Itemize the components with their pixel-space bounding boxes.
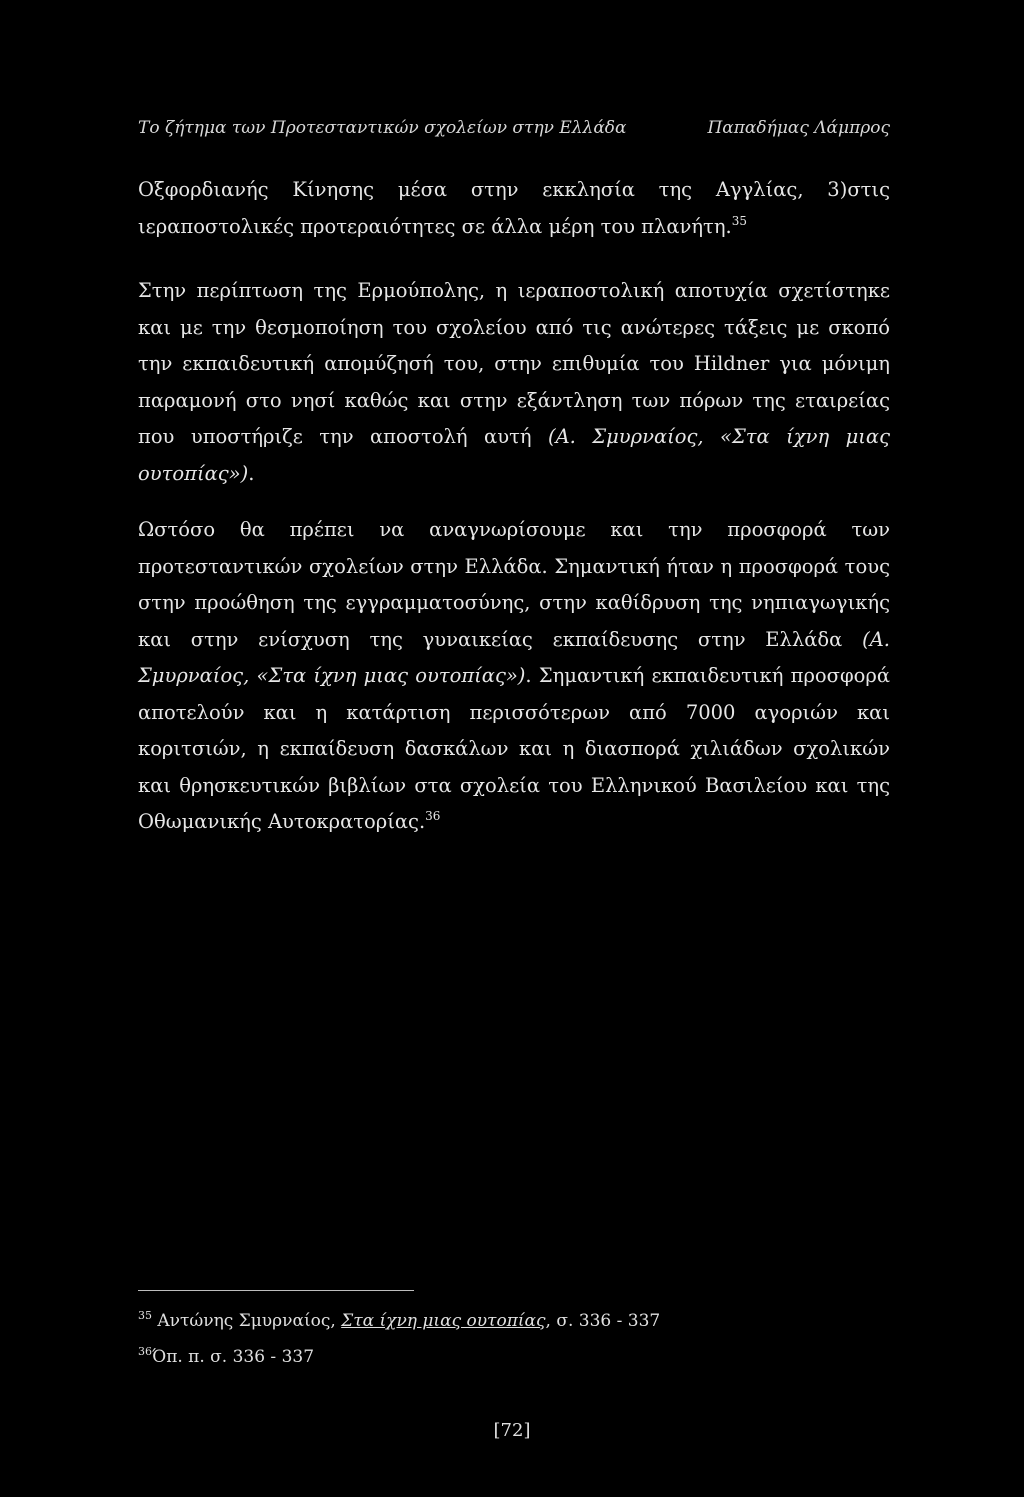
- footnote-number: 36: [138, 1345, 152, 1358]
- header-author: Παπαδήμας Λάμπρος: [707, 118, 890, 138]
- footnote-number: 35: [138, 1309, 152, 1322]
- paragraph-2-citation: (Α. Σμυρναίος, «Στα ίχνη μιας ουτοπίας»): [138, 425, 890, 485]
- footnote-ref-35: 35: [731, 213, 747, 228]
- footnote-separator: [138, 1290, 414, 1291]
- paragraph-2-end: .: [248, 461, 255, 485]
- footnote-35: [138, 1303, 890, 1339]
- paragraph-3-text-b: . Σημαντική εκπαιδευτική προσφορά αποτελούν και η κατάρτιση περισσότερων από 7000 αγοριών και κοριτσιών, η εκπαίδευση δασκάλων και η διασπορά χιλιάδων σχολικών και θρησκευτικών βιβλίων στα σχολεία του Ελληνικού Βασιλείου και της Οθωμανικής Αυτοκρατορίας.: [138, 664, 890, 833]
- footnotes: [138, 1303, 890, 1375]
- paragraph-3: [138, 512, 890, 841]
- paragraph-1: [138, 172, 890, 245]
- paragraph-2: [138, 273, 890, 492]
- paragraph-2-text: Στην περίπτωση της Ερμούπολης, η ιεραποστολική αποτυχία σχετίστηκε και με την θεσμοποίηση του σχολείου από τις ανώτερες τάξεις με σκοπό την εκπαιδευτική απομύζησή του, στην επιθυμία του Hildner για μόνιμη παραμονή στο νησί καθώς και στην εξάντληση των πόρων της εταιρείας που υποστήριζε την αποστολή αυτή: [138, 279, 890, 448]
- footnote-author: Αντώνης Σμυρναίος,: [157, 1311, 342, 1331]
- footnote-36: [138, 1339, 890, 1375]
- footnote-text: Όπ. π. σ. 336 - 337: [152, 1347, 315, 1367]
- header-title: Το ζήτημα των Προτεσταντικών σχολείων στην Ελλάδα: [138, 118, 627, 138]
- paragraph-1-text: Οξφορδιανής Κίνησης μέσα στην εκκλησία της Αγγλίας, 3)στις ιεραποστολικές προτεραιότητες σε άλλα μέρη του πλανήτη.: [138, 178, 890, 238]
- paragraph-3-citation: (Α. Σμυρναίος, «Στα ίχνη μιας ουτοπίας»): [138, 627, 890, 687]
- paragraph-3-text-a: Ωστόσο θα πρέπει να αναγνωρίσουμε και την προσφορά των προτεσταντικών σχολείων στην Ελλάδα. Σημαντική ήταν η προσφορά τους στην προώθηση της εγγραμματοσύνης, στην καθίδρυση της νηπιαγωγικής και στην ενίσχυση της γυναικείας εκπαίδευσης στην Ελλάδα: [138, 518, 890, 651]
- footnote-ref-36: 36: [425, 809, 441, 823]
- body-text: [138, 172, 890, 841]
- footnote-pages: , σ. 336 - 337: [545, 1311, 661, 1331]
- page-number: [72]: [493, 1420, 531, 1441]
- footnote-book-title: Στα ίχνη μιας ουτοπίας: [341, 1311, 546, 1331]
